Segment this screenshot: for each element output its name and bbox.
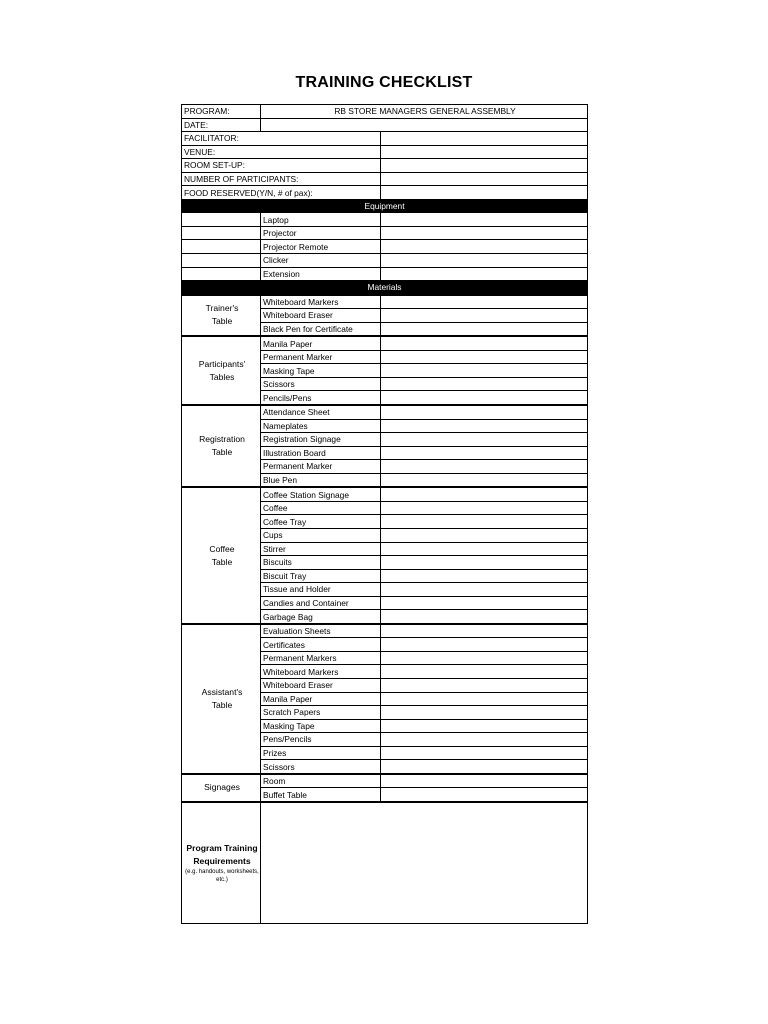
equipment-blank-cell: [182, 267, 261, 281]
food-row: [182, 186, 588, 200]
material-check-cell[interactable]: [381, 760, 588, 774]
requirements-row: [182, 802, 588, 924]
material-item: Garbage Bag: [261, 610, 381, 624]
material-check-cell[interactable]: [381, 501, 588, 515]
date-field[interactable]: [261, 118, 588, 132]
material-check-cell[interactable]: [381, 364, 588, 378]
material-check-cell[interactable]: [381, 460, 588, 474]
material-item: Whiteboard Eraser: [261, 309, 381, 323]
requirements-notes-area[interactable]: [261, 802, 588, 924]
equipment-blank-cell: [182, 226, 261, 240]
requirements-label: [182, 802, 261, 924]
program-value[interactable]: RB STORE MANAGERS GENERAL ASSEMBLY: [261, 105, 588, 119]
material-item: Stirrer: [261, 542, 381, 556]
material-item: Black Pen for Certificate: [261, 322, 381, 336]
material-check-cell[interactable]: [381, 377, 588, 391]
equipment-item: Laptop: [261, 213, 381, 227]
material-row: [182, 405, 588, 419]
program-label: PROGRAM:: [182, 105, 261, 119]
material-item: Whiteboard Eraser: [261, 678, 381, 692]
equipment-check-cell[interactable]: [381, 267, 588, 281]
equipment-item: Clicker: [261, 254, 381, 268]
participants-row: [182, 172, 588, 186]
material-group-label: Signages: [182, 774, 261, 802]
material-item: Certificates: [261, 638, 381, 652]
material-item: Pens/Pencils: [261, 733, 381, 747]
material-check-cell[interactable]: [381, 322, 588, 336]
material-group-label: Trainer's Table: [182, 295, 261, 337]
equipment-row: [182, 267, 588, 281]
material-item: Scratch Papers: [261, 706, 381, 720]
material-check-cell[interactable]: [381, 336, 588, 350]
material-item: Permanent Marker: [261, 350, 381, 364]
material-item: Biscuit Tray: [261, 569, 381, 583]
requirements-label-text: Program Training Requirements: [186, 842, 258, 866]
equipment-check-cell[interactable]: [381, 254, 588, 268]
participants-field[interactable]: [381, 172, 588, 186]
material-item: Scissors: [261, 377, 381, 391]
material-item: Permanent Markers: [261, 651, 381, 665]
facilitator-row: [182, 132, 588, 146]
materials-header: Materials: [182, 281, 588, 295]
material-check-cell[interactable]: [381, 433, 588, 447]
material-item: Manila Paper: [261, 692, 381, 706]
equipment-item: Projector Remote: [261, 240, 381, 254]
material-item: Nameplates: [261, 419, 381, 433]
equipment-header-row: [182, 199, 588, 213]
material-check-cell[interactable]: [381, 446, 588, 460]
requirements-sublabel: (e.g. handouts, worksheets, etc.): [185, 868, 259, 883]
material-item: Whiteboard Markers: [261, 295, 381, 309]
material-check-cell[interactable]: [381, 569, 588, 583]
program-row: [182, 105, 588, 119]
material-check-cell[interactable]: [381, 473, 588, 487]
equipment-check-cell[interactable]: [381, 240, 588, 254]
room-setup-field[interactable]: [381, 159, 588, 173]
material-check-cell[interactable]: [381, 419, 588, 433]
material-group-label: Coffee Table: [182, 487, 261, 623]
material-item: Cups: [261, 528, 381, 542]
material-item: Registration Signage: [261, 433, 381, 447]
equipment-row: [182, 226, 588, 240]
material-check-cell[interactable]: [381, 719, 588, 733]
material-row: [182, 336, 588, 350]
material-item: Coffee: [261, 501, 381, 515]
equipment-row: [182, 213, 588, 227]
material-item: Pencils/Pens: [261, 391, 381, 405]
facilitator-field[interactable]: [381, 132, 588, 146]
material-item: Prizes: [261, 746, 381, 760]
material-item: Blue Pen: [261, 473, 381, 487]
material-check-cell[interactable]: [381, 624, 588, 638]
material-check-cell[interactable]: [381, 610, 588, 624]
facilitator-label: FACILITATOR:: [182, 132, 381, 146]
equipment-item: Extension: [261, 267, 381, 281]
material-item: Tissue and Holder: [261, 583, 381, 597]
material-check-cell[interactable]: [381, 542, 588, 556]
material-item: Biscuits: [261, 556, 381, 570]
material-check-cell[interactable]: [381, 733, 588, 747]
material-item: Coffee Tray: [261, 515, 381, 529]
equipment-blank-cell: [182, 213, 261, 227]
room-setup-label: ROOM SET-UP:: [182, 159, 381, 173]
materials-header-row: [182, 281, 588, 295]
material-check-cell[interactable]: [381, 665, 588, 679]
material-item: Manila Paper: [261, 336, 381, 350]
material-item: Whiteboard Markers: [261, 665, 381, 679]
venue-label: VENUE:: [182, 145, 381, 159]
material-check-cell[interactable]: [381, 638, 588, 652]
material-check-cell[interactable]: [381, 651, 588, 665]
material-item: Evaluation Sheets: [261, 624, 381, 638]
material-check-cell[interactable]: [381, 350, 588, 364]
material-check-cell[interactable]: [381, 391, 588, 405]
material-item: Candies and Container: [261, 596, 381, 610]
material-check-cell[interactable]: [381, 556, 588, 570]
material-row: [182, 487, 588, 501]
material-item: Scissors: [261, 760, 381, 774]
date-label: DATE:: [182, 118, 261, 132]
equipment-blank-cell: [182, 240, 261, 254]
material-row: [182, 295, 588, 309]
equipment-check-cell[interactable]: [381, 213, 588, 227]
equipment-blank-cell: [182, 254, 261, 268]
food-field[interactable]: [381, 186, 588, 200]
page-title: TRAINING CHECKLIST: [295, 74, 473, 91]
material-check-cell[interactable]: [381, 692, 588, 706]
material-check-cell[interactable]: [381, 309, 588, 323]
equipment-header: Equipment: [182, 199, 588, 213]
material-check-cell[interactable]: [381, 788, 588, 802]
material-group-label: Registration Table: [182, 405, 261, 487]
date-row: [182, 118, 588, 132]
material-item: Buffet Table: [261, 788, 381, 802]
material-check-cell[interactable]: [381, 678, 588, 692]
material-item: Coffee Station Signage: [261, 487, 381, 501]
material-check-cell[interactable]: [381, 774, 588, 788]
material-check-cell[interactable]: [381, 596, 588, 610]
participants-label: NUMBER OF PARTICIPANTS:: [182, 172, 381, 186]
venue-field[interactable]: [381, 145, 588, 159]
equipment-item: Projector: [261, 226, 381, 240]
material-check-cell[interactable]: [381, 746, 588, 760]
material-group-label: Participants' Tables: [182, 336, 261, 405]
material-check-cell[interactable]: [381, 583, 588, 597]
training-checklist-table: [181, 104, 588, 924]
material-item: Masking Tape: [261, 719, 381, 733]
material-check-cell[interactable]: [381, 515, 588, 529]
material-check-cell[interactable]: [381, 295, 588, 309]
material-item: Masking Tape: [261, 364, 381, 378]
material-item: Attendance Sheet: [261, 405, 381, 419]
equipment-row: [182, 240, 588, 254]
equipment-row: [182, 254, 588, 268]
material-check-cell[interactable]: [381, 405, 588, 419]
material-check-cell[interactable]: [381, 487, 588, 501]
material-group-label: Assistant's Table: [182, 624, 261, 774]
material-item: Room: [261, 774, 381, 788]
room-setup-row: [182, 159, 588, 173]
material-item: Illustration Board: [261, 446, 381, 460]
food-label: FOOD RESERVED(Y/N, # of pax):: [182, 186, 381, 200]
material-row: [182, 624, 588, 638]
venue-row: [182, 145, 588, 159]
material-item: Permanent Marker: [261, 460, 381, 474]
material-row: [182, 774, 588, 788]
material-check-cell[interactable]: [381, 706, 588, 720]
material-check-cell[interactable]: [381, 528, 588, 542]
equipment-check-cell[interactable]: [381, 226, 588, 240]
